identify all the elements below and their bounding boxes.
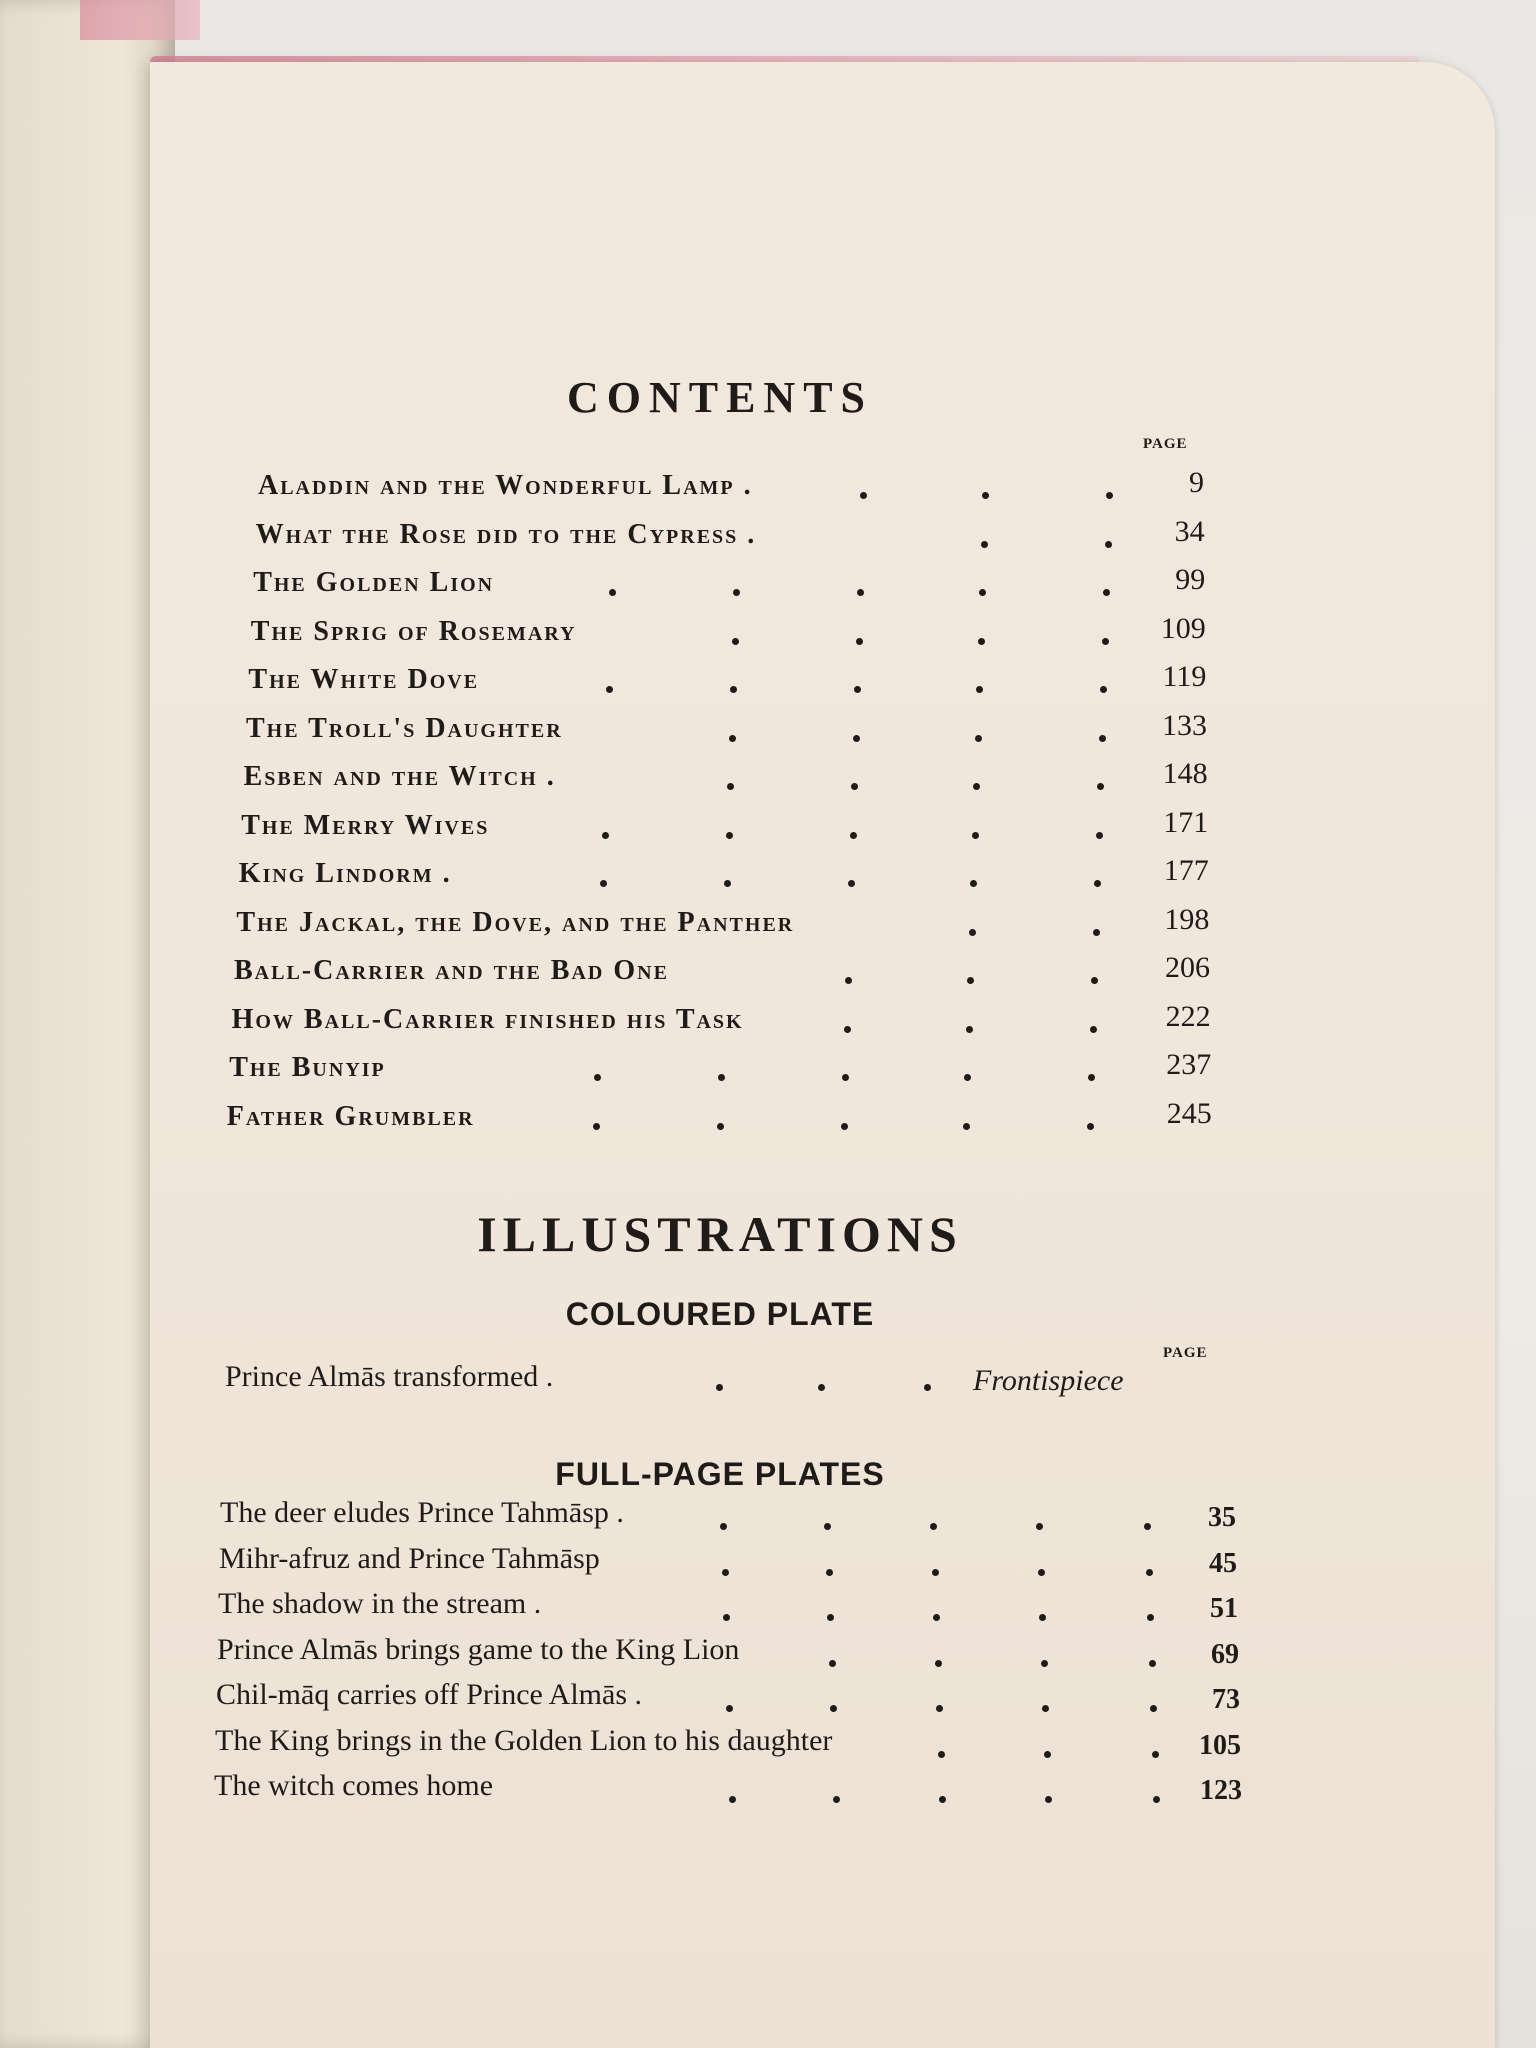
leader-dot (1090, 1026, 1097, 1033)
plate-row (0, 1496, 1536, 1540)
plate-row (0, 1587, 1536, 1631)
leader-dot (724, 880, 731, 887)
contents-row (0, 1048, 1536, 1092)
plate-page: 45 (1209, 1547, 1237, 1579)
plate-title: Prince Almās brings game to the King Lion (217, 1632, 740, 1666)
leader-dot (718, 1074, 725, 1081)
leader-dot (982, 492, 989, 499)
leader-dot (935, 1660, 942, 1667)
leader-dot (827, 1614, 834, 1621)
contents-entry-page: 34 (1174, 514, 1205, 548)
leader-dot (824, 1523, 831, 1530)
leader-dot (1150, 1705, 1157, 1712)
leader-dot (1036, 1523, 1043, 1530)
leader-dot (829, 1660, 836, 1667)
contents-entry-title: The Sprig of Rosemary (250, 615, 577, 647)
contents-row (0, 563, 1536, 607)
leader-dot (606, 686, 613, 693)
contents-heading: CONTENTS (566, 373, 874, 422)
leader-dot (818, 1384, 825, 1391)
leader-dot (594, 1074, 601, 1081)
contents-row (0, 854, 1536, 898)
leader-dot (826, 1569, 833, 1576)
leader-dot (978, 638, 985, 645)
contents-row (0, 708, 1536, 753)
leader-dot (1039, 1614, 1046, 1621)
contents-entry-page: 9 (1189, 466, 1204, 499)
contents-entry-title: Ball-Carrier and the Bad One (234, 955, 669, 986)
contents-row (0, 660, 1536, 704)
leader-dot (1146, 1569, 1153, 1576)
leader-dot (851, 783, 858, 790)
leader-dot (593, 1123, 600, 1130)
leader-dot (1103, 589, 1110, 596)
leader-dot (1105, 541, 1112, 548)
leader-dot (854, 686, 861, 693)
contents-row (0, 611, 1536, 656)
coloured-plate-page: Frontispiece (973, 1364, 1124, 1397)
contents-row (0, 951, 1536, 995)
leader-dot (967, 977, 974, 984)
contents-entry-title: Esben and the Witch . (243, 761, 556, 792)
leader-dot (848, 880, 855, 887)
leader-dot (964, 1074, 971, 1081)
leader-dot (733, 589, 740, 596)
contents-row (0, 999, 1536, 1044)
leader-dot (969, 929, 976, 936)
leader-dot (830, 1705, 837, 1712)
leader-dot (979, 589, 986, 596)
leader-dot (726, 1705, 733, 1712)
leader-dot (970, 880, 977, 887)
leader-dot (842, 1074, 849, 1081)
plate-row (0, 1633, 1536, 1677)
contents-entry-title: The Jackal, the Dove, and the Panther (236, 906, 795, 938)
contents-entry-title: King Lindorm . (238, 858, 452, 889)
leader-dot (1091, 977, 1098, 984)
contents-row (0, 514, 1536, 559)
leader-dot (833, 1796, 840, 1803)
plate-title: Mihr-afruz and Prince Tahmāsp (219, 1541, 600, 1575)
leader-dot (722, 1569, 729, 1576)
leader-dot (973, 783, 980, 790)
contents-entry-title: What the Rose did to the Cypress . (255, 518, 757, 550)
leader-dot (1147, 1614, 1154, 1621)
leader-dot (732, 638, 739, 645)
leader-dot (841, 1123, 848, 1130)
illustrations-heading: ILLUSTRATIONS (477, 1206, 963, 1262)
leader-dot (975, 735, 982, 742)
coloured-plate-heading: COLOURED PLATE (565, 1296, 875, 1332)
leader-dot (853, 735, 860, 742)
plate-row (0, 1724, 1536, 1768)
leader-dot (600, 880, 607, 887)
leader-dot (936, 1705, 943, 1712)
leader-dot (1088, 1074, 1095, 1081)
plate-page: 35 (1208, 1502, 1236, 1533)
contents-row (0, 1096, 1536, 1141)
contents-row (0, 805, 1536, 850)
leader-dot (972, 832, 979, 839)
leader-dot (1100, 686, 1107, 693)
leader-dot (726, 832, 733, 839)
leader-dot (933, 1614, 940, 1621)
leader-dot (845, 977, 852, 984)
plate-page: 73 (1212, 1684, 1240, 1715)
contents-entry-page: 119 (1162, 660, 1207, 693)
leader-dot (1099, 735, 1106, 742)
contents-entry-page: 237 (1166, 1048, 1212, 1081)
leader-dot (723, 1614, 730, 1621)
contents-row (0, 757, 1536, 801)
plate-page: 105 (1199, 1729, 1241, 1761)
plate-title: The King brings in the Golden Lion to his daughter (215, 1723, 833, 1757)
leader-dot (1038, 1569, 1045, 1576)
leader-dot (1153, 1796, 1160, 1803)
leader-dot (609, 589, 616, 596)
leader-dot (976, 686, 983, 693)
contents-entry-title: The White Dove (248, 664, 480, 695)
leader-dot (939, 1796, 946, 1803)
illustrations-page-label: PAGE (1163, 1345, 1208, 1361)
contents-entry-page: 198 (1164, 902, 1210, 936)
plate-title: The shadow in the stream . (218, 1587, 542, 1620)
contents-entry-page: 222 (1165, 999, 1211, 1033)
contents-entry-page: 171 (1163, 805, 1209, 839)
leader-dot (1096, 832, 1103, 839)
leader-dot (1106, 492, 1113, 499)
leader-dot (860, 492, 867, 499)
leader-dot (1102, 638, 1109, 645)
leader-dot (1087, 1123, 1094, 1130)
plate-page: 51 (1210, 1593, 1238, 1624)
plate-row (0, 1678, 1536, 1722)
leader-dot (1041, 1660, 1048, 1667)
leader-dot (602, 832, 609, 839)
leader-dot (857, 589, 864, 596)
leader-dot (716, 1384, 723, 1391)
leader-dot (1042, 1705, 1049, 1712)
leader-dot (729, 735, 736, 742)
contents-entry-page: 133 (1162, 708, 1207, 742)
leader-dot (1045, 1796, 1052, 1803)
leader-dot (1149, 1660, 1156, 1667)
contents-entry-title: Father Grumbler (226, 1100, 475, 1132)
leader-dot (730, 686, 737, 693)
leader-dot (850, 832, 857, 839)
leader-dot (1097, 783, 1104, 790)
leader-dot (938, 1751, 945, 1758)
leader-dot (720, 1523, 727, 1530)
coloured-plate-title: Prince Almās transformed . (225, 1360, 554, 1393)
plate-title: The deer eludes Prince Tahmāsp . (220, 1496, 624, 1529)
plate-title: The witch comes home (214, 1769, 494, 1802)
leader-dot (963, 1123, 970, 1130)
leader-dot (930, 1523, 937, 1530)
contents-entry-page: 177 (1163, 854, 1209, 887)
contents-entry-page: 99 (1175, 563, 1206, 596)
contents-entry-page: 206 (1165, 951, 1210, 984)
contents-entry-title: How Ball-Carrier finished his Task (231, 1003, 744, 1035)
contents-entry-title: The Bunyip (229, 1052, 386, 1083)
leader-dot (717, 1123, 724, 1130)
contents-entry-page: 109 (1160, 611, 1206, 645)
leader-dot (1093, 929, 1100, 936)
contents-entry-title: The Troll's Daughter (246, 712, 563, 744)
leader-dot (729, 1796, 736, 1803)
leader-dot (1144, 1523, 1151, 1530)
contents-page-label: PAGE (1143, 436, 1188, 452)
contents-entry-page: 245 (1166, 1096, 1212, 1130)
contents-entry-title: The Golden Lion (253, 567, 495, 598)
contents-row (0, 466, 1536, 510)
plate-page: 123 (1200, 1775, 1242, 1806)
contents-entry-page: 148 (1162, 757, 1208, 790)
leader-dot (932, 1569, 939, 1576)
plate-row (0, 1542, 1536, 1586)
leader-dot (727, 783, 734, 790)
coloured-plate-row (0, 1360, 1536, 1404)
plate-row (0, 1769, 1536, 1813)
book-cover-edge (80, 0, 200, 40)
plate-title: Chil-māq carries off Prince Almās . (216, 1678, 643, 1711)
leader-dot (844, 1026, 851, 1033)
contents-entry-title: The Merry Wives (241, 809, 490, 841)
leader-dot (981, 541, 988, 548)
leader-dot (1044, 1751, 1051, 1758)
plate-page: 69 (1211, 1638, 1239, 1670)
leader-dot (966, 1026, 973, 1033)
leader-dot (924, 1384, 931, 1391)
contents-row (0, 902, 1536, 947)
leader-dot (1094, 880, 1101, 887)
contents-entry-title: Aladdin and the Wonderful Lamp . (258, 470, 753, 501)
full-page-plates-heading: FULL-PAGE PLATES (555, 1456, 885, 1492)
leader-dot (856, 638, 863, 645)
leader-dot (1152, 1751, 1159, 1758)
